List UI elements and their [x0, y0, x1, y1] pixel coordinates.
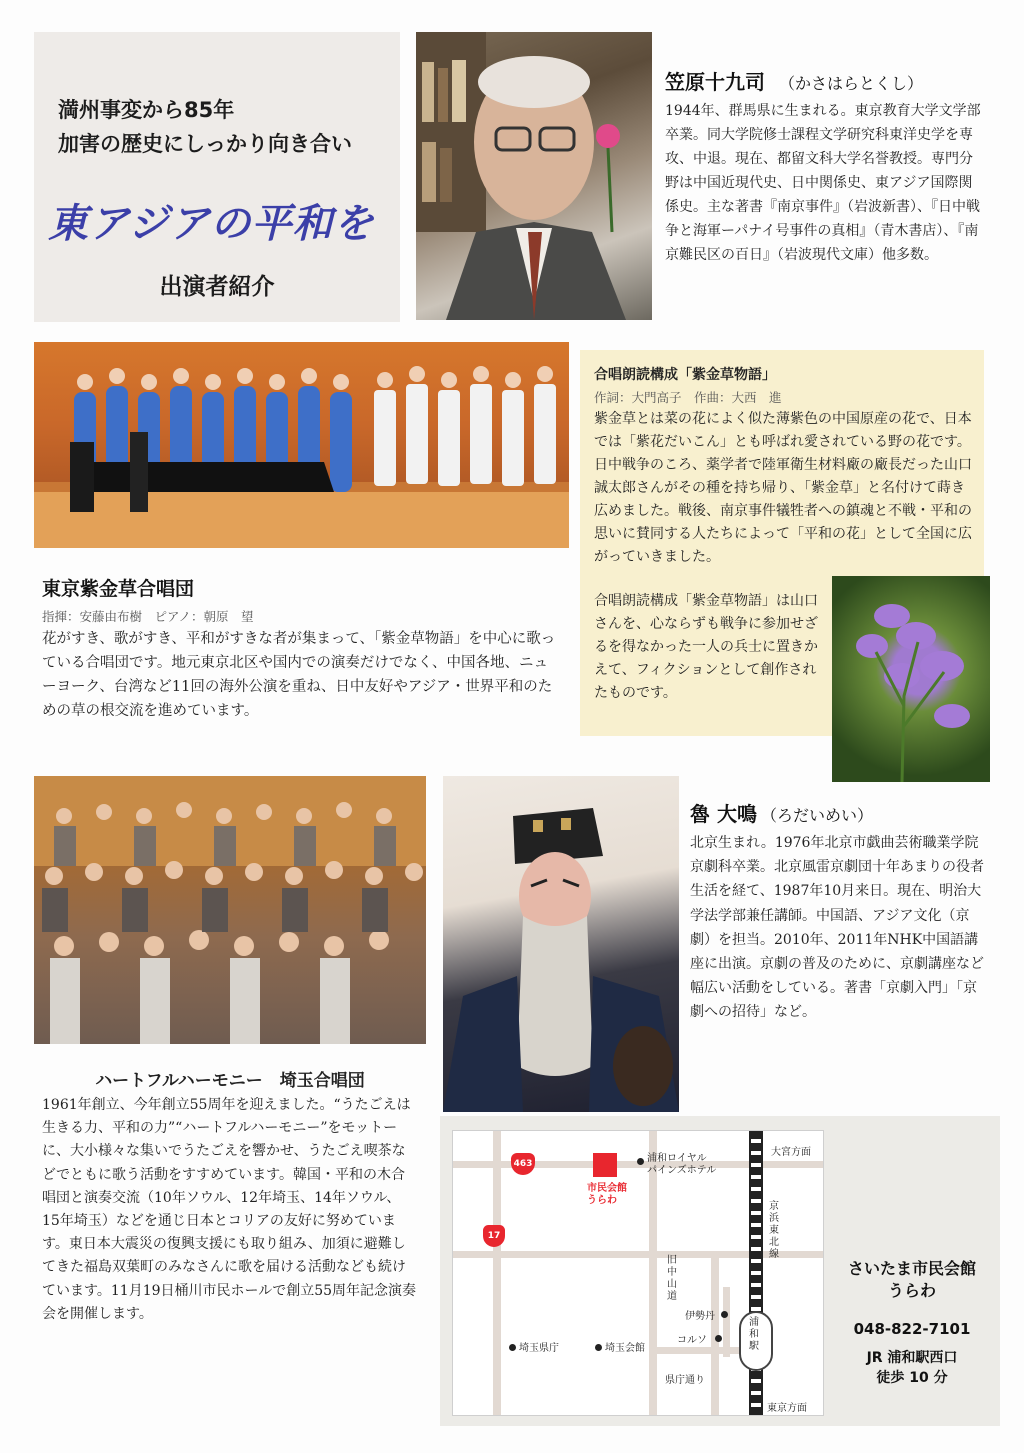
urawa-station-label: 浦和駅 [749, 1317, 759, 1352]
kasahara-name-row [665, 66, 985, 95]
kyu-nakasendo-label: 旧中山道 [667, 1255, 677, 1302]
korson-dot [715, 1335, 722, 1342]
venue-map-label: 市民会館 うらわ [587, 1183, 627, 1206]
korson-label: コルソ [677, 1335, 707, 1346]
choir1-photo [34, 342, 569, 548]
venue-marker [593, 1153, 617, 1177]
saitama-pref-label: 埼玉県庁 [519, 1343, 559, 1354]
choir2-photo [34, 776, 426, 1044]
choir1-profile [42, 574, 562, 723]
kencho-dori-label: 県庁通り [665, 1375, 705, 1386]
venue-phone: 048-822-7101 [853, 1320, 971, 1338]
hotel-dot [637, 1158, 644, 1165]
lu-reading: （ろだいめい） [760, 806, 873, 825]
kasahara-profile [665, 66, 985, 267]
venue-info [824, 1258, 1000, 1388]
story-note: 合唱朗読構成「紫金草物語」は山口さんを、心ならずも戦争に参加せざるを得なかった一人の兵士に置きかえて、フィクションとして創作されたものです。 [594, 593, 818, 701]
map-road [723, 1287, 730, 1357]
route-463-badge: 463 [511, 1153, 535, 1175]
lu-name: 魯 大鳴 [690, 802, 757, 826]
story-description: 紫金草とは菜の花によく似た薄紫色の中国原産の花で、日本では「紫花だいこん」とも呼ばれ愛されている野の花です。日中戦争のころ、薬学者で陸軍衛生材料廠の廠長だった山口誠太郎さんがその種を持ち帰り、「紫金草」と名付けて蒔き広めました。戦後、南京事件犠牲者への鎮魂と不戦・平和の思いに賛同する人たちによって「平和の花」として全国に広がっていきました。 [594, 411, 972, 565]
title-box [34, 32, 400, 322]
saitama-kaikan-label: 埼玉会館 [605, 1343, 645, 1354]
choir1-credit: 指揮：安藤由布樹 ピアノ：朝原 望 [42, 609, 254, 624]
saitama-kaikan-dot [595, 1344, 602, 1351]
kasahara-bio: 1944年、群馬県に生まれる。東京教育大学文学部卒業。同大学院修士課程文学研究科東洋史学を専攻、中退。現在、都留文科大学名誉教授。専門分野は中国近現代史、日中関係史、東アジア国際関係史。主な著書『南京事件』（岩波新書）、『日中戦争と海軍ーパナイ号事件の真相』（青木書店）、『南京難民区の百日』（岩波現代文庫）他多数。 [665, 103, 981, 263]
omiya-direction-label: 大宮方面 [771, 1147, 811, 1158]
kasahara-name: 笠原十九司 [665, 70, 765, 94]
choir2-description: 1961年創立、今年創立55周年を迎えました。“うたごえは生きる力、平和の力”“ハートフルハーモニー”をモットーに、大小様々な集いでうたごえを響かせ、うたごえ喫茶などでともに歌う活動をすすめています。韓国・平和の木合唱団と演奏交流（10年ソウル、12年埼玉、14年ソウル、15年埼玉）などを通じ日本とコリアの友好に努めています。東日本大震災の復興支援にも取り組み、加須に避難してきた福島双葉町のみなさんに歌を届ける活動なども続けています。11月19日桶川市民ホールで創立55周年記念演奏会を開催します。 [42, 1097, 417, 1322]
kasahara-reading: （かさはらとくし） [779, 74, 924, 93]
isetan-label: 伊勢丹 [685, 1311, 715, 1322]
map-road [711, 1251, 719, 1416]
choir2-name: ハートフルハーモニー 埼玉合唱団 [95, 1071, 365, 1091]
story-title: 合唱朗読構成「紫金草物語」 [594, 367, 776, 383]
flower-photo [832, 576, 990, 782]
main-title: 東アジアの平和を [48, 201, 375, 247]
lu-photo [443, 776, 679, 1112]
title-line-1: 満州事変から85年 [58, 98, 235, 122]
lu-profile [690, 798, 993, 1025]
venue-access: JR 浦和駅西口 徒歩 10 分 [866, 1350, 958, 1386]
story-credit: 作詞：大門高子 作曲：大西 進 [594, 390, 782, 405]
isetan-dot [721, 1311, 728, 1318]
map-road [493, 1131, 501, 1416]
venue-name: さいたま市民会館 うらわ [847, 1259, 976, 1300]
lu-name-row [690, 798, 990, 827]
railway-line [749, 1131, 763, 1416]
title-line-2: 加害の歴史にしっかり向き合い [58, 132, 352, 156]
kasahara-photo [416, 32, 652, 320]
route-17-badge: 17 [483, 1225, 505, 1247]
access-panel [440, 1116, 1000, 1426]
keihin-line-label: 京浜東北線 [769, 1201, 779, 1260]
access-map [452, 1130, 824, 1416]
lu-bio: 北京生まれ。1976年北京市戯曲芸術職業学院 京劇科卒業。北京風雷京劇団十年あまりの役者生活を経て、1987年10月来日。現在、明治大学法学部兼任講師。中国語、アジア文化（京劇）を担当。2010年、2011年NHK中国語講座に出演。京劇の普及のために、京劇講座など幅広い活動をしている。著書「京劇入門」「京劇への招待」など。 [690, 835, 993, 1021]
saitama-pref-dot [509, 1344, 516, 1351]
choir1-description: 花がすき、歌がすき、平和がすきな者が集まって、「紫金草物語」を中心に歌っている合唱団です。地元東京北区や国内での演奏だけでなく、中国各地、ニューヨーク、台湾など11回の海外公演を重ね、日中友好やアジア・世界平和のための草の根交流を進めています。 [42, 631, 556, 719]
choir1-name: 東京紫金草合唱団 [42, 578, 195, 600]
tokyo-direction-label: 東京方面 [767, 1403, 807, 1414]
hotel-label: 浦和ロイヤル パインズホテル [647, 1153, 717, 1176]
subtitle: 出演者紹介 [159, 273, 275, 300]
